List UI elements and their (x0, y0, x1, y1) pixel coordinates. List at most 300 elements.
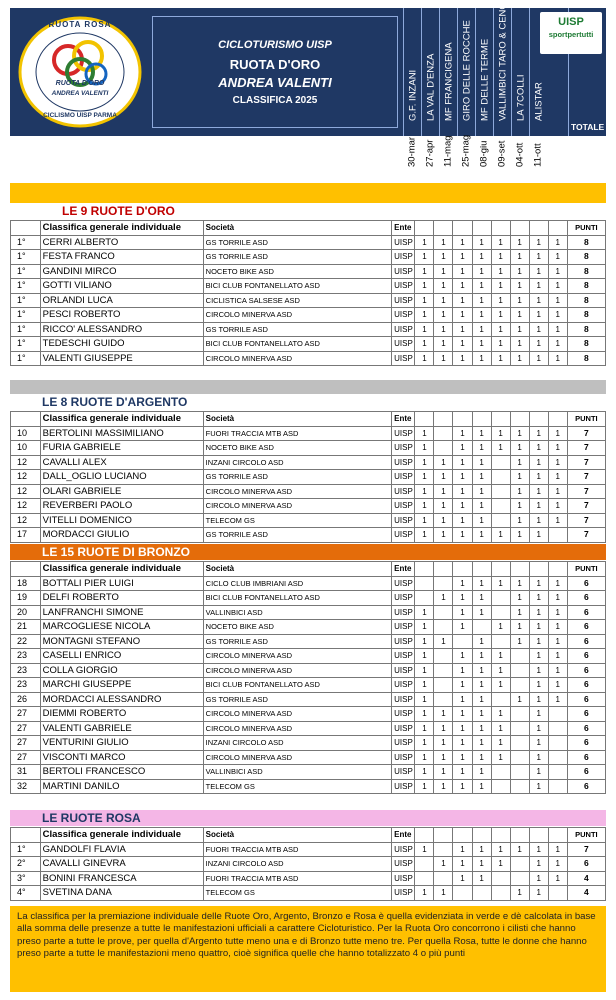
logo-text-top: RUOTA ROSA (48, 20, 112, 29)
event-mark: 1 (453, 264, 472, 279)
event-mark: 1 (472, 455, 491, 470)
event-mark: 1 (491, 576, 510, 591)
event-mark: 1 (548, 441, 567, 456)
rank-cell: 10 (11, 426, 41, 441)
punti-cell: 6 (567, 678, 605, 693)
event-date-6 (493, 140, 511, 180)
rank-cell: 1° (11, 308, 41, 323)
event-mark: 1 (491, 264, 510, 279)
section-bar-oro (10, 183, 606, 203)
table-row (11, 513, 606, 528)
event-mark: 1 (510, 842, 529, 857)
event-mark: 1 (472, 721, 491, 736)
ente-cell: UISP (392, 779, 415, 794)
header-event-cell (415, 412, 434, 427)
event-mark: 1 (453, 528, 472, 543)
event-mark: 1 (453, 678, 472, 693)
event-mark: 1 (510, 605, 529, 620)
event-mark: 1 (491, 528, 510, 543)
event-mark (415, 871, 434, 886)
societa-cell: CIRCOLO MINERVA ASD (203, 649, 391, 664)
ente-cell: UISP (392, 634, 415, 649)
athlete-name: BERTOLI FRANCESCO (40, 765, 203, 780)
section-title-rosa: LE RUOTE ROSA (10, 810, 606, 826)
event-mark: 1 (415, 426, 434, 441)
header-event-cell (472, 221, 491, 236)
athlete-name: CAVALLI GINEVRA (40, 857, 203, 872)
event-mark: 1 (529, 351, 548, 366)
athlete-name: REVERBERI PAOLO (40, 499, 203, 514)
punti-cell: 7 (567, 528, 605, 543)
event-mark: 1 (548, 426, 567, 441)
header-event-cell (434, 562, 453, 577)
event-mark (472, 620, 491, 635)
event-mark: 1 (453, 279, 472, 294)
event-mark: 1 (548, 455, 567, 470)
event-mark: 1 (453, 857, 472, 872)
punti-cell: 6 (567, 750, 605, 765)
event-mark: 1 (491, 308, 510, 323)
header-societa: Società (203, 221, 391, 236)
header-societa: Società (203, 828, 391, 843)
event-mark: 1 (453, 337, 472, 352)
societa-cell: CIRCOLO MINERVA ASD (203, 484, 391, 499)
event-mark: 1 (415, 293, 434, 308)
ente-cell: UISP (392, 692, 415, 707)
event-mark: 1 (415, 765, 434, 780)
table-header-row (11, 412, 606, 427)
event-mark: 1 (529, 308, 548, 323)
event-mark: 1 (453, 779, 472, 794)
athlete-name: ORLANDI LUCA (40, 293, 203, 308)
standings-table-oro (10, 220, 606, 366)
event-name: GIRO DELLE ROCCHE (461, 20, 472, 121)
event-mark: 1 (548, 620, 567, 635)
athlete-name: MARCOGLIESE NICOLA (40, 620, 203, 635)
header-event-cell (415, 828, 434, 843)
event-mark: 1 (472, 649, 491, 664)
event-header-6 (493, 2, 511, 136)
event-mark: 1 (453, 513, 472, 528)
event-mark: 1 (529, 605, 548, 620)
event-mark: 1 (510, 528, 529, 543)
header-event-cell (529, 412, 548, 427)
punti-cell: 7 (567, 484, 605, 499)
header-punti: PUNTI (567, 828, 605, 843)
table-row (11, 235, 606, 250)
athlete-name: MORDACCI GIULIO (40, 528, 203, 543)
punti-cell: 8 (567, 293, 605, 308)
header-event-cell (491, 412, 510, 427)
event-mark: 1 (472, 250, 491, 265)
logo-text-mid2: ANDREA VALENTI (51, 90, 109, 97)
ente-cell: UISP (392, 649, 415, 664)
header-societa: Società (203, 562, 391, 577)
punti-cell: 6 (567, 692, 605, 707)
event-mark: 1 (453, 426, 472, 441)
event-mark: 1 (415, 351, 434, 366)
rank-cell: 1° (11, 351, 41, 366)
athlete-name: VALENTI GIUSEPPE (40, 351, 203, 366)
rank-cell: 12 (11, 484, 41, 499)
event-mark: 1 (453, 351, 472, 366)
athlete-name: OLARI GABRIELE (40, 484, 203, 499)
athlete-name: CASELLI ENRICO (40, 649, 203, 664)
event-mark: 1 (453, 455, 472, 470)
event-mark: 1 (472, 279, 491, 294)
event-mark: 1 (510, 235, 529, 250)
event-mark (510, 678, 529, 693)
athlete-name: VISCONTI MARCO (40, 750, 203, 765)
event-mark: 1 (548, 279, 567, 294)
event-mark: 1 (434, 750, 453, 765)
event-date-label: 09-set (496, 140, 508, 167)
event-mark: 1 (529, 591, 548, 606)
header-punti: PUNTI (567, 412, 605, 427)
event-mark (491, 484, 510, 499)
event-mark: 1 (529, 707, 548, 722)
section-title-argento: LE 8 RUOTE D'ARGENTO (10, 394, 606, 410)
event-mark (434, 620, 453, 635)
event-mark: 1 (415, 322, 434, 337)
athlete-name: TEDESCHI GUIDO (40, 337, 203, 352)
event-mark (491, 886, 510, 901)
event-mark (548, 750, 567, 765)
societa-cell: TELECOM GS (203, 779, 391, 794)
event-mark: 1 (548, 871, 567, 886)
societa-cell: VALLINBICI ASD (203, 605, 391, 620)
event-mark: 1 (472, 337, 491, 352)
ente-cell: UISP (392, 235, 415, 250)
ente-cell: UISP (392, 351, 415, 366)
event-mark: 1 (529, 871, 548, 886)
athlete-name: MORDACCI ALESSANDRO (40, 692, 203, 707)
event-mark: 1 (434, 513, 453, 528)
event-mark: 1 (472, 591, 491, 606)
athlete-name: MARCHI GIUSEPPE (40, 678, 203, 693)
event-mark (510, 779, 529, 794)
ente-cell: UISP (392, 591, 415, 606)
event-mark (510, 707, 529, 722)
punti-cell: 8 (567, 337, 605, 352)
rank-cell: 27 (11, 707, 41, 722)
event-mark: 1 (529, 886, 548, 901)
event-date-1 (403, 136, 421, 180)
ente-cell: UISP (392, 871, 415, 886)
event-mark (548, 528, 567, 543)
event-mark: 1 (415, 663, 434, 678)
event-date-3 (439, 135, 457, 180)
event-mark: 1 (548, 351, 567, 366)
event-name: LA 7COLLI (515, 74, 526, 121)
ente-cell: UISP (392, 308, 415, 323)
event-date-7 (511, 140, 529, 180)
event-mark: 1 (529, 499, 548, 514)
ente-cell: UISP (392, 750, 415, 765)
event-mark: 1 (415, 235, 434, 250)
event-mark (510, 663, 529, 678)
event-mark: 1 (491, 663, 510, 678)
uisp-brand: UISP (558, 16, 584, 28)
ente-cell: UISP (392, 857, 415, 872)
event-mark: 1 (510, 351, 529, 366)
event-mark (510, 857, 529, 872)
standings-table-argento (10, 411, 606, 543)
event-mark: 1 (548, 470, 567, 485)
rank-cell: 1° (11, 337, 41, 352)
event-mark: 1 (529, 426, 548, 441)
event-mark: 1 (415, 528, 434, 543)
event-mark: 1 (510, 484, 529, 499)
event-mark: 1 (510, 455, 529, 470)
logo-text-bottom: CICLISMO UISP PARMA (43, 112, 117, 119)
event-mark: 1 (548, 337, 567, 352)
rank-cell: 2° (11, 857, 41, 872)
event-mark: 1 (491, 736, 510, 751)
event-mark: 1 (472, 351, 491, 366)
title-line-2: RUOTA D'ORO (229, 56, 321, 72)
punti-cell: 8 (567, 351, 605, 366)
event-mark: 1 (529, 692, 548, 707)
header-event-cell (548, 828, 567, 843)
table-row (11, 528, 606, 543)
event-name: MF FRANCIGENA (443, 42, 454, 121)
event-mark: 1 (453, 736, 472, 751)
rank-cell: 12 (11, 513, 41, 528)
event-mark: 1 (548, 250, 567, 265)
societa-cell: CIRCOLO MINERVA ASD (203, 351, 391, 366)
event-mark (491, 871, 510, 886)
event-mark: 1 (434, 293, 453, 308)
header-event-cell (415, 562, 434, 577)
event-mark: 1 (472, 322, 491, 337)
event-mark (453, 634, 472, 649)
event-mark (491, 455, 510, 470)
rank-cell: 1° (11, 250, 41, 265)
punti-cell: 8 (567, 322, 605, 337)
event-mark: 1 (548, 842, 567, 857)
ente-cell: UISP (392, 886, 415, 901)
event-mark: 1 (453, 649, 472, 664)
header-rank (11, 412, 41, 427)
event-mark: 1 (453, 750, 472, 765)
event-name: ALISTAR (533, 82, 544, 121)
uisp-subbrand: sportpertutti (548, 30, 594, 39)
event-mark (510, 736, 529, 751)
title-box (152, 16, 398, 128)
event-mark: 1 (453, 663, 472, 678)
societa-cell: CIRCOLO MINERVA ASD (203, 308, 391, 323)
event-mark (491, 779, 510, 794)
header-event-cell (510, 828, 529, 843)
athlete-name: MARTINI DANILO (40, 779, 203, 794)
header-punti: PUNTI (567, 221, 605, 236)
event-mark (472, 886, 491, 901)
event-mark: 1 (434, 264, 453, 279)
header-event-cell (548, 221, 567, 236)
ente-cell: UISP (392, 576, 415, 591)
table-row (11, 736, 606, 751)
rank-cell: 21 (11, 620, 41, 635)
athlete-name: MONTAGNI STEFANO (40, 634, 203, 649)
event-mark (548, 779, 567, 794)
event-mark (434, 426, 453, 441)
event-mark: 1 (472, 692, 491, 707)
event-mark: 1 (472, 293, 491, 308)
societa-cell: GS TORRILE ASD (203, 634, 391, 649)
punti-cell: 6 (567, 765, 605, 780)
event-mark: 1 (472, 765, 491, 780)
event-mark (491, 591, 510, 606)
event-mark: 1 (548, 308, 567, 323)
athlete-name: GANDINI MIRCO (40, 264, 203, 279)
event-mark: 1 (529, 235, 548, 250)
athlete-name: SVETINA DANA (40, 886, 203, 901)
event-name: MF DELLE TERME (479, 38, 490, 121)
table-row (11, 322, 606, 337)
athlete-name: PESCI ROBERTO (40, 308, 203, 323)
event-mark: 1 (548, 692, 567, 707)
event-mark: 1 (491, 250, 510, 265)
rank-cell: 17 (11, 528, 41, 543)
title-line-1: CICLOTURISMO UISP (218, 38, 332, 51)
event-mark: 1 (472, 308, 491, 323)
athlete-name: GOTTI VILIANO (40, 279, 203, 294)
rank-cell: 22 (11, 634, 41, 649)
event-mark (491, 634, 510, 649)
event-mark (510, 765, 529, 780)
event-mark (434, 692, 453, 707)
event-mark: 1 (510, 279, 529, 294)
rank-cell: 12 (11, 470, 41, 485)
event-mark: 1 (548, 634, 567, 649)
rank-cell: 20 (11, 605, 41, 620)
event-mark: 1 (491, 678, 510, 693)
event-date-8 (529, 140, 547, 180)
event-mark: 1 (491, 750, 510, 765)
event-mark: 1 (529, 842, 548, 857)
event-mark: 1 (415, 649, 434, 664)
ente-cell: UISP (392, 250, 415, 265)
event-mark: 1 (472, 842, 491, 857)
event-mark: 1 (529, 857, 548, 872)
event-mark: 1 (472, 750, 491, 765)
header-event-cell (548, 412, 567, 427)
ente-cell: UISP (392, 663, 415, 678)
event-mark: 1 (472, 707, 491, 722)
athlete-name: BONINI FRANCESCA (40, 871, 203, 886)
rank-cell: 1° (11, 322, 41, 337)
event-mark: 1 (472, 605, 491, 620)
table-row (11, 576, 606, 591)
punti-cell: 7 (567, 441, 605, 456)
rank-cell: 26 (11, 692, 41, 707)
header-event-cell (491, 221, 510, 236)
event-mark: 1 (434, 707, 453, 722)
event-mark: 1 (434, 886, 453, 901)
event-mark: 1 (529, 678, 548, 693)
punti-cell: 6 (567, 620, 605, 635)
rank-cell: 1° (11, 279, 41, 294)
event-mark: 1 (472, 678, 491, 693)
event-mark: 1 (510, 591, 529, 606)
standings-table-rosa (10, 827, 606, 901)
societa-cell: CIRCOLO MINERVA ASD (203, 750, 391, 765)
ente-cell: UISP (392, 620, 415, 635)
event-mark: 1 (472, 426, 491, 441)
ente-cell: UISP (392, 293, 415, 308)
event-mark: 1 (415, 721, 434, 736)
header-rank (11, 828, 41, 843)
event-date-label: 08-giu (478, 140, 490, 167)
header-ente: Ente (392, 412, 415, 427)
event-mark: 1 (491, 842, 510, 857)
punti-cell: 6 (567, 649, 605, 664)
societa-cell: FUORI TRACCIA MTB ASD (203, 426, 391, 441)
event-mark: 1 (491, 235, 510, 250)
header-rank (11, 221, 41, 236)
event-mark: 1 (491, 441, 510, 456)
event-mark: 1 (529, 264, 548, 279)
rank-cell: 12 (11, 499, 41, 514)
societa-cell: TELECOM GS (203, 886, 391, 901)
header-event-cell (434, 221, 453, 236)
event-mark: 1 (415, 779, 434, 794)
punti-cell: 7 (567, 842, 605, 857)
title-line-3: ANDREA VALENTI (218, 74, 332, 90)
event-mark: 1 (453, 692, 472, 707)
event-mark (548, 886, 567, 901)
athlete-name: CAVALLI ALEX (40, 455, 203, 470)
event-mark: 1 (510, 576, 529, 591)
event-mark (491, 513, 510, 528)
event-mark: 1 (529, 721, 548, 736)
header-event-cell (510, 562, 529, 577)
table-row (11, 605, 606, 620)
event-mark: 1 (415, 678, 434, 693)
event-mark: 1 (415, 886, 434, 901)
event-mark: 1 (415, 470, 434, 485)
event-mark: 1 (529, 293, 548, 308)
societa-cell: GS TORRILE ASD (203, 528, 391, 543)
rank-cell: 18 (11, 576, 41, 591)
table-row (11, 484, 606, 499)
header-ente: Ente (392, 828, 415, 843)
event-mark (548, 707, 567, 722)
event-mark: 1 (548, 293, 567, 308)
punti-cell: 8 (567, 264, 605, 279)
event-mark: 1 (453, 591, 472, 606)
event-mark: 1 (434, 470, 453, 485)
event-mark (434, 663, 453, 678)
punti-cell: 6 (567, 736, 605, 751)
event-header-4 (457, 8, 475, 136)
event-mark: 1 (453, 576, 472, 591)
event-date-label: 11-mag (442, 135, 454, 167)
event-mark: 1 (510, 441, 529, 456)
event-mark (548, 765, 567, 780)
table-row (11, 337, 606, 352)
event-mark: 1 (529, 765, 548, 780)
footnote: La classifica per la premiazione individuale delle Ruote Oro, Argento, Bronzo e Rosa è quella evidenziata in verde e dè calcolata in base alla somma delle presenze a tutte le manifestazioni ufficiali a carattere Cicloturistico. Per la Ruota Oro concorrono i cilisti che hanno preso parte a tutte le prove, per quella d'Argento tutte meno una e di Bronzo tutte meno tre. Per quella Rosa, tutte le donne che hanno preso parte a tutte le manifestazioni meno quattro, cioè significa quelle che hanno totalizzato 4 o più punti (10, 906, 606, 992)
rank-cell: 27 (11, 721, 41, 736)
table-header-row (11, 828, 606, 843)
punti-cell: 8 (567, 279, 605, 294)
table-row (11, 707, 606, 722)
event-mark: 1 (529, 441, 548, 456)
event-mark: 1 (472, 513, 491, 528)
event-mark: 1 (472, 736, 491, 751)
